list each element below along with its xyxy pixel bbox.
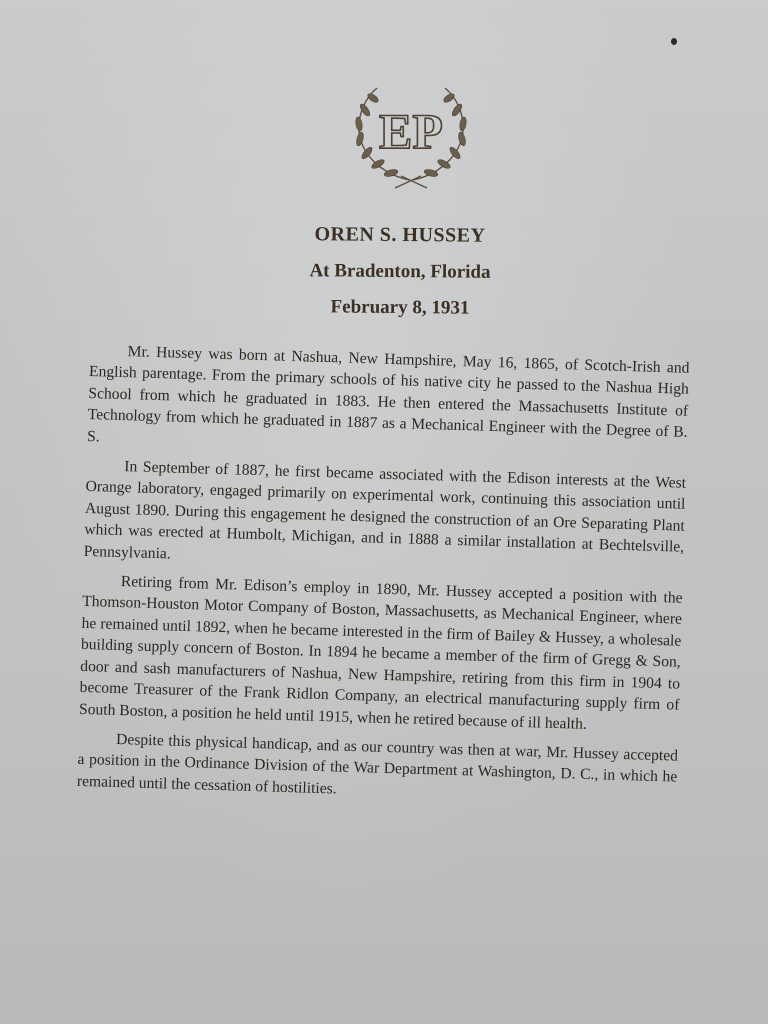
paragraph-edison: In September of 1887, he first became associated with the Edison interests at the West Orange laboratory, engaged primarily on experimental work, continuing this association until August 1890. During this engagement he designed the construction of an Ore Separating Plant which was erected at Humbolt, Michigan, and in 1888 a similar installation at Bechtelsville, Pennsylvania. <box>83 458 687 563</box>
paragraph-career: Retiring from Mr. Edison’s employ in 1890, Mr. Hussey accepted a position with the Thomson-Houston Motor Company of Boston, Massachusetts, as Mechanical Engineer, where he remained until 1892, when he became interested in the firm of Bailey & Hussey, a wholesale building supply concern of Boston. In 1894 he became a member of the firm of Gregg & Son, door and sash manufacturers of Nashua, New Hampshire, retiring from this firm in 1904 to become Treasurer of the Frank Ridlon Company, an electrical manufacturing supply firm of South Boston, a position he held until 1915, when he retired because of ill health. <box>78 573 683 733</box>
monogram-letters: EP <box>379 103 443 159</box>
biography-text <box>76 340 689 818</box>
paragraph-war-service: Despite this physical handicap, and as our country was then at war, Mr. Hussey accepted a position in the Ordinance Division of the War Department at Washington, D. C., in which he remained until the cessation of hostilities. <box>76 730 679 798</box>
heading-place: At Bradenton, Florida <box>309 260 491 283</box>
heading-date: February 8, 1931 <box>330 296 470 319</box>
paragraph-early-life: Mr. Hussey was born at Nashua, New Hampshire, May 16, 1865, of Scotch-Irish and English parentage. From the primary schools of his native city he passed to the Nashua High School from which he graduated in 1883. He then entered the Massachusetts Institute of Technology from which he graduated in 1887 as a Mechanical Engineer with the Degree of B. S. <box>86 343 690 445</box>
heading-name: OREN S. HUSSEY <box>314 223 486 247</box>
monogram-seal-icon <box>351 76 471 192</box>
ink-speck <box>671 38 677 45</box>
